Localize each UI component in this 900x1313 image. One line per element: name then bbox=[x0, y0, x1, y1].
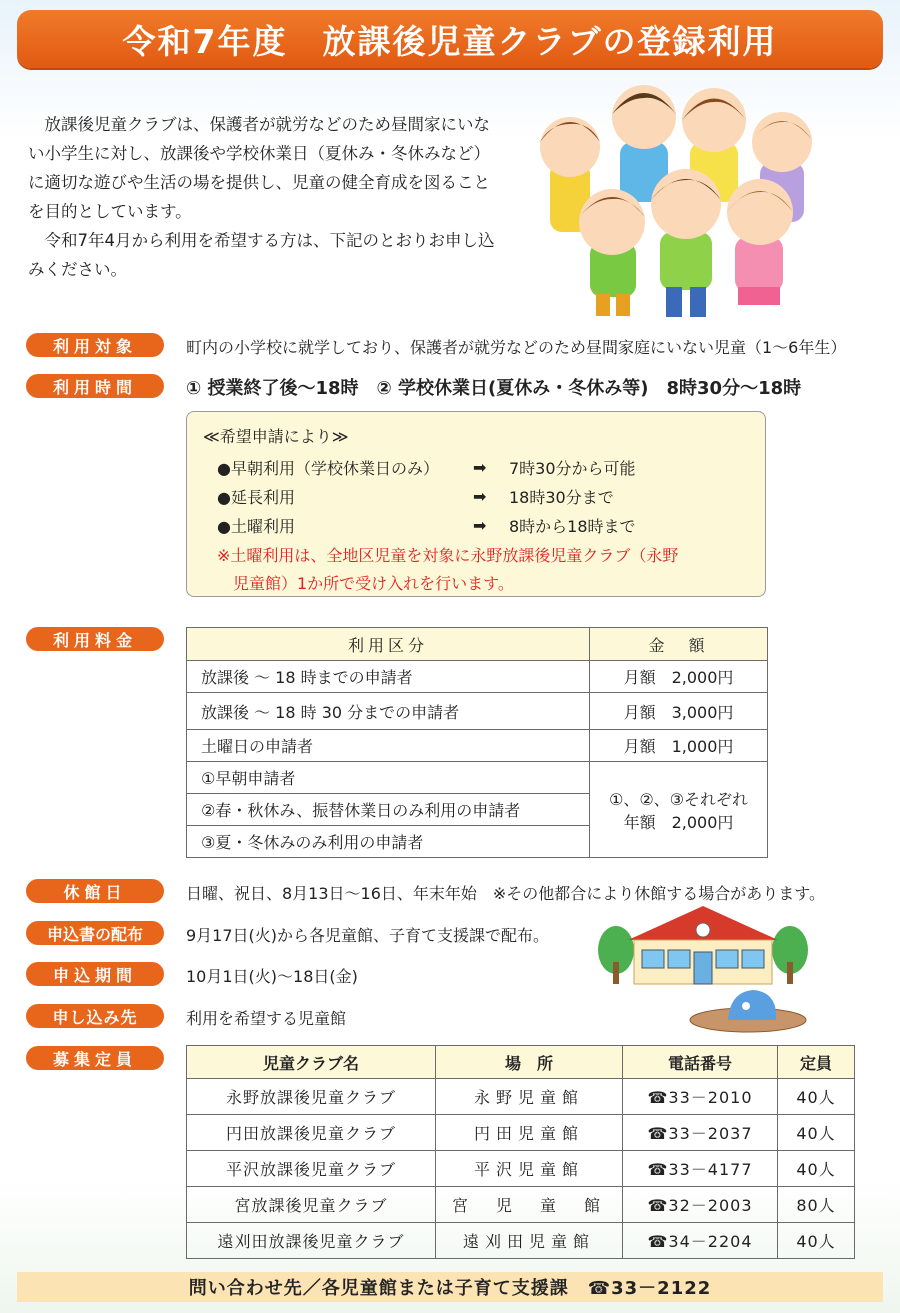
fee-table bbox=[186, 627, 768, 858]
fee-amount: 月額 3,000円 bbox=[590, 693, 768, 730]
club-phone: ☎33－2037 bbox=[623, 1115, 778, 1151]
table-row bbox=[187, 1115, 855, 1151]
club-place: 平沢児童館 bbox=[436, 1151, 623, 1187]
hope-item-value: 8時から18時まで bbox=[509, 517, 636, 536]
club-place: 宮 児 童 館 bbox=[436, 1187, 623, 1223]
hope-item-value: 18時30分まで bbox=[509, 488, 614, 507]
distribution-label: 申込書の配布 bbox=[26, 921, 164, 945]
hope-item-name: ●延長利用 bbox=[217, 488, 295, 507]
table-row bbox=[187, 661, 768, 693]
fee-category: ②春・秋休み、振替休業日のみ利用の申請者 bbox=[187, 794, 590, 826]
club-name: 平沢放課後児童クラブ bbox=[187, 1151, 436, 1187]
club-name: 遠刈田放課後児童クラブ bbox=[187, 1223, 436, 1259]
table-row bbox=[187, 1223, 855, 1259]
closed-text: 日曜、祝日、8月13日～16日、年末年始 ※その他都合により休館する場合があります。 bbox=[186, 884, 826, 903]
club-place: 永野児童館 bbox=[436, 1079, 623, 1115]
club-phone: ☎33－2010 bbox=[623, 1079, 778, 1115]
club-place: 遠刈田児童館 bbox=[436, 1223, 623, 1259]
hope-item bbox=[203, 482, 749, 511]
club-phone: ☎33－4177 bbox=[623, 1151, 778, 1187]
club-phone: ☎32－2003 bbox=[623, 1187, 778, 1223]
fee-amount: 月額 1,000円 bbox=[590, 730, 768, 762]
child-front-left bbox=[579, 189, 645, 316]
childrens-hall-illustration bbox=[598, 902, 808, 1037]
hope-item-value: 7時30分から可能 bbox=[509, 459, 636, 478]
club-capacity: 80人 bbox=[778, 1187, 855, 1223]
arrow-icon: ➡ bbox=[473, 487, 487, 506]
destination-label: 申し込み先 bbox=[26, 1004, 164, 1028]
saturday-note-line-1: ※土曜利用は、全地区児童を対象に永野放課後児童クラブ（永野 bbox=[217, 546, 679, 565]
table-row bbox=[187, 693, 768, 730]
club-place: 円田児童館 bbox=[436, 1115, 623, 1151]
contact-footer: 問い合わせ先／各児童館または子育て支援課 ☎33－2122 bbox=[17, 1272, 883, 1302]
fee-category: 放課後 ～ 18 時 30 分までの申請者 bbox=[187, 693, 590, 730]
table-row bbox=[187, 1187, 855, 1223]
club-phone: ☎34－2204 bbox=[623, 1223, 778, 1259]
cap-header-place: 場 所 bbox=[436, 1046, 623, 1079]
children-illustration bbox=[520, 72, 850, 322]
fee-category: ③夏・冬休みのみ利用の申請者 bbox=[187, 826, 590, 858]
capacity-label: 募集定員 bbox=[26, 1046, 164, 1070]
period-label: 申込期間 bbox=[26, 962, 164, 986]
child-front-middle bbox=[651, 169, 721, 317]
capacity-table-header bbox=[187, 1046, 855, 1079]
arrow-icon: ➡ bbox=[473, 516, 487, 535]
fee-table-header bbox=[187, 628, 768, 661]
club-capacity: 40人 bbox=[778, 1115, 855, 1151]
page-title: 令和7年度 放課後児童クラブの登録利用 bbox=[17, 10, 883, 68]
club-capacity: 40人 bbox=[778, 1151, 855, 1187]
hope-item-name: ●早朝利用（学校休業日のみ） bbox=[217, 459, 439, 478]
target-label: 利用対象 bbox=[26, 333, 164, 357]
fee-category: 放課後 ～ 18 時までの申請者 bbox=[187, 661, 590, 693]
intro-paragraph-1: 放課後児童クラブは、保護者が就労などのため昼間家にいない小学生に対し、放課後や学校休業日（夏休み・冬休みなど）に適切な遊びや生活の場を提供し、児童の健全育成を図ることを目的としています。 bbox=[28, 115, 490, 221]
table-row bbox=[187, 730, 768, 762]
cap-header-capacity: 定員 bbox=[778, 1046, 855, 1079]
saturday-note bbox=[203, 542, 749, 598]
fee-category: ①早朝申請者 bbox=[187, 762, 590, 794]
destination-text: 利用を希望する児童館 bbox=[186, 1009, 347, 1028]
hope-title: ≪希望申請により≫ bbox=[203, 427, 349, 446]
fee-label: 利用料金 bbox=[26, 627, 164, 651]
fee-combined-line-2: 年額 2,000円 bbox=[623, 812, 734, 832]
cap-header-club: 児童クラブ名 bbox=[187, 1046, 436, 1079]
fee-header-category: 利用区分 bbox=[187, 628, 590, 661]
fee-header-amount: 金 額 bbox=[590, 628, 768, 661]
hope-application-box bbox=[186, 411, 766, 597]
hope-item bbox=[203, 511, 749, 540]
hope-item bbox=[203, 453, 749, 482]
club-name: 宮放課後児童クラブ bbox=[187, 1187, 436, 1223]
hours-text: ① 授業終了後～18時 ② 学校休業日(夏休み・冬休み等) 8時30分～18時 bbox=[186, 378, 802, 399]
target-text: 町内の小学校に就学しており、保護者が就労などのため昼間家庭にいない児童（1～6年生） bbox=[186, 338, 847, 357]
saturday-note-line-2: 児童館）1か所で受け入れを行います。 bbox=[233, 574, 514, 593]
hours-label: 利用時間 bbox=[26, 374, 164, 398]
distribution-text: 9月17日(火)から各児童館、子育て支援課で配布。 bbox=[186, 926, 550, 945]
hope-item-name: ●土曜利用 bbox=[217, 517, 295, 536]
child-front-right bbox=[727, 179, 793, 305]
table-row bbox=[187, 1079, 855, 1115]
fee-combined-amount bbox=[590, 762, 768, 858]
club-name: 円田放課後児童クラブ bbox=[187, 1115, 436, 1151]
closed-label: 休館日 bbox=[26, 879, 164, 903]
period-text: 10月1日(火)～18日(金) bbox=[186, 967, 358, 986]
club-capacity: 40人 bbox=[778, 1223, 855, 1259]
fee-combined-line-1: ①、②、③それぞれ bbox=[608, 789, 749, 809]
cap-header-phone: 電話番号 bbox=[623, 1046, 778, 1079]
table-row bbox=[187, 1151, 855, 1187]
table-row bbox=[187, 762, 768, 794]
capacity-table bbox=[186, 1045, 855, 1259]
club-capacity: 40人 bbox=[778, 1079, 855, 1115]
club-name: 永野放課後児童クラブ bbox=[187, 1079, 436, 1115]
fee-amount: 月額 2,000円 bbox=[590, 661, 768, 693]
arrow-icon: ➡ bbox=[473, 458, 487, 477]
intro-text bbox=[28, 110, 503, 284]
fee-category: 土曜日の申請者 bbox=[187, 730, 590, 762]
intro-paragraph-2: 令和7年4月から利用を希望する方は、下記のとおりお申し込みください。 bbox=[28, 231, 495, 279]
